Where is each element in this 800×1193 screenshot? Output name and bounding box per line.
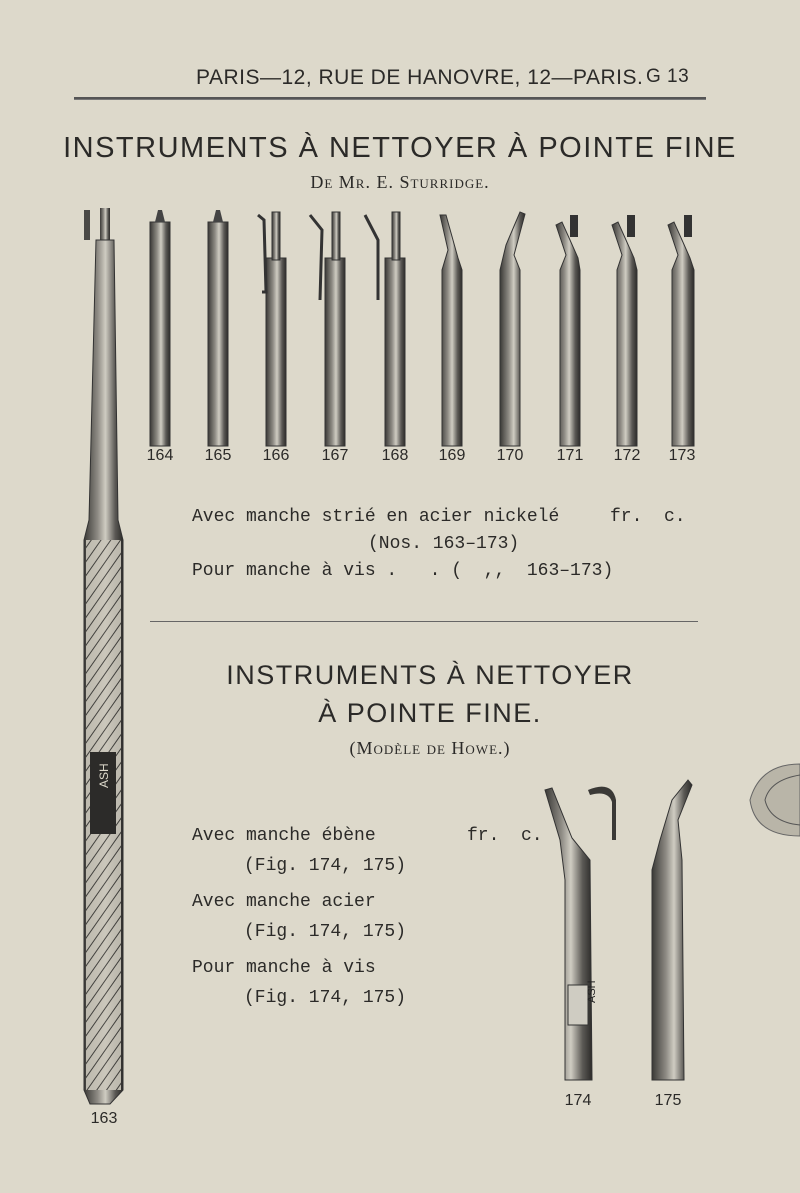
section1-title: INSTRUMENTS À NETTOYER À POINTE FINE bbox=[63, 132, 737, 164]
section2-line: Avec manche ébène bbox=[192, 826, 376, 846]
instrument-173 bbox=[668, 215, 694, 446]
instrument-number: 166 bbox=[262, 447, 290, 464]
instrument-number: 167 bbox=[321, 447, 349, 464]
section2-subtitle: (Modèle de Howe.) bbox=[349, 738, 511, 758]
handle-brand-mark: ASH bbox=[97, 763, 111, 788]
instrument-number: 171 bbox=[556, 447, 584, 464]
header-address: PARIS—12, RUE DE HANOVRE, 12—PARIS. bbox=[196, 66, 644, 89]
instrument-166 bbox=[258, 212, 286, 446]
instrument-167 bbox=[310, 212, 345, 446]
section2-title-line2: À POINTE FINE. bbox=[318, 698, 542, 728]
instrument-170 bbox=[500, 212, 525, 446]
instrument-165 bbox=[208, 210, 228, 446]
section2-line: (Fig. 174, 175) bbox=[244, 856, 407, 876]
figure-label: 175 bbox=[654, 1092, 682, 1109]
instrument-number: 169 bbox=[438, 447, 466, 464]
section1-line2: (Nos. 163–173) bbox=[368, 534, 520, 554]
fig174-brand-mark: ASH bbox=[586, 980, 598, 1003]
instrument-172 bbox=[612, 215, 637, 446]
instrument-164 bbox=[150, 210, 170, 446]
section1-currency: fr. c. bbox=[610, 507, 686, 527]
page-reference: G 13 bbox=[646, 66, 690, 87]
section-divider bbox=[150, 621, 698, 622]
instrument-171 bbox=[556, 215, 580, 446]
section2-line: Pour manche à vis bbox=[192, 958, 376, 978]
instrument-number: 168 bbox=[381, 447, 409, 464]
section1-subtitle: De Mr. E. Sturridge. bbox=[310, 172, 490, 192]
section1-line1: Avec manche strié en acier nickelé bbox=[192, 507, 560, 527]
instrument-number: 173 bbox=[668, 447, 696, 464]
instrument-169 bbox=[440, 215, 462, 446]
instrument-number: 165 bbox=[204, 447, 232, 464]
decorative-shell-fragment bbox=[750, 764, 800, 836]
instrument-174 bbox=[545, 787, 616, 1080]
instrument-163-handle bbox=[84, 208, 123, 1104]
instrument-number: 164 bbox=[146, 447, 174, 464]
instrument-168 bbox=[365, 212, 405, 446]
instrument-175 bbox=[652, 780, 692, 1080]
section2-line: Avec manche acier bbox=[192, 892, 376, 912]
figure-label: 174 bbox=[564, 1092, 592, 1109]
section2-line: (Fig. 174, 175) bbox=[244, 988, 407, 1008]
handle-label: 163 bbox=[90, 1110, 118, 1127]
section2-line: (Fig. 174, 175) bbox=[244, 922, 407, 942]
instrument-number: 172 bbox=[613, 447, 641, 464]
instrument-number: 170 bbox=[496, 447, 524, 464]
section2-currency: fr. c. bbox=[467, 826, 543, 846]
section2-title-line1: INSTRUMENTS À NETTOYER bbox=[226, 660, 634, 690]
section1-line3: Pour manche à vis . . ( ,, 163–173) bbox=[192, 561, 614, 581]
